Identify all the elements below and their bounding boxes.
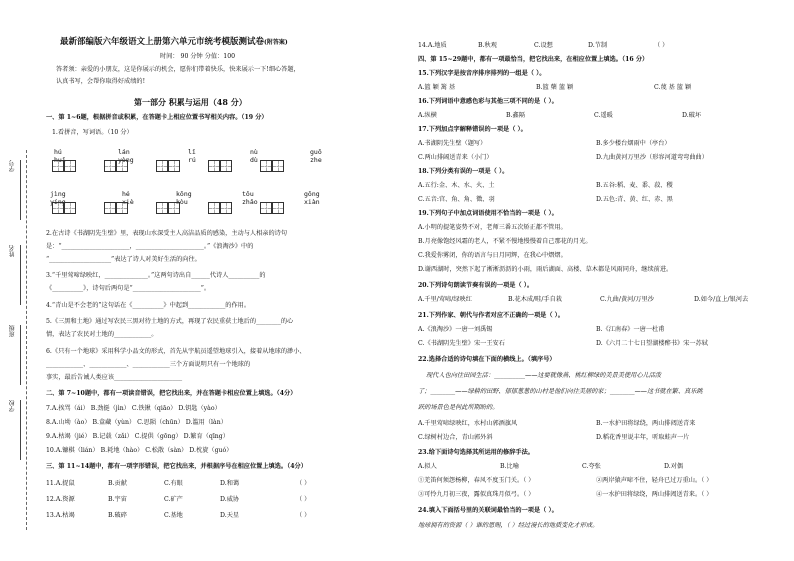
q4-text: 》中起到 xyxy=(163,302,189,309)
option: B.多少楼台烟雨中（亭台） xyxy=(596,140,671,147)
q3-text: 代诗人 xyxy=(209,272,229,279)
name-line xyxy=(20,245,21,305)
option: D.破坏 xyxy=(682,112,702,119)
q4-text: 的作用。 xyxy=(225,302,251,309)
q2-line3: “____________________”表达了诗人对美好生活的向往。 xyxy=(46,256,201,263)
school-line xyxy=(20,400,21,460)
write-cell[interactable] xyxy=(208,202,220,214)
class-line xyxy=(20,325,21,385)
q7: 7.A.挨骂（ái） B.劲挺（jìn） C.铁锹（qiāo） D.钥匙（yào） xyxy=(46,405,221,412)
option: B.《江南春》一唐一杜甫 xyxy=(596,326,665,333)
q23-item: ①羌笛何须怨杨柳，春风不度玉门关。（ ） xyxy=(418,477,535,484)
pinyin: hú huǐ xyxy=(54,148,66,164)
q5-text: 。 xyxy=(151,331,158,338)
option: A.千里/莺啼/绿映红 xyxy=(418,296,472,303)
option: C.设想 xyxy=(534,42,553,49)
q22-text: 现代人也向往田园生活： xyxy=(426,372,495,379)
q19-option-c: C.我爱你雾闭，你的语言与日月同辉，在我心中熠熠。 xyxy=(418,252,567,259)
section4-heading: 四、第 15~29题中，都有一项最恰当，把它找出来，在相应位置上填选。（16 分） xyxy=(418,56,649,63)
write-cell[interactable] xyxy=(168,160,180,172)
q17-text: 17.下列加点字解释错误的一项是（ ）。 xyxy=(418,126,527,133)
option: B.鑫隔 xyxy=(506,112,525,119)
option: B.秋观 xyxy=(478,42,497,49)
q20-text: 20.下列诗句朗读节奏有误的一项是（ ）。 xyxy=(418,282,534,289)
q22-passage-2: 了；________——绿耕的田野、郁郁葱葱的山村是他们向往美居的家；________——这书就在繁、真乐跳 xyxy=(418,388,703,395)
q5-text: 5.《三黑和土地》通过写农民三黑对待土地的方式，再现了农民重获土地后的 xyxy=(46,318,257,325)
write-cell[interactable] xyxy=(64,202,76,214)
option: C.九曲/黄河/万里沙 xyxy=(600,296,654,303)
write-cell[interactable] xyxy=(156,202,168,214)
option: D.如今/直上/银河去 xyxy=(694,296,749,303)
write-cell[interactable] xyxy=(52,202,64,214)
option: 11.A.捉鼠 xyxy=(46,480,75,487)
write-cell[interactable] xyxy=(260,202,272,214)
pinyin: jìng yíng xyxy=(50,190,66,206)
section2-heading: 二、第 7~10题中，都有一项读音错误，把它找出来，并在答题卡相应位置上填选。（4分） xyxy=(46,390,297,397)
write-cell[interactable] xyxy=(220,202,232,214)
q6-text: 、 xyxy=(83,361,90,368)
q19-option-b: B.月亮像饱经风霜的老人，不紧不慢地慢慢着自己那花的月光。 xyxy=(418,238,592,245)
option: C.夸张 xyxy=(582,463,601,470)
write-cell[interactable] xyxy=(104,202,116,214)
write-cell[interactable] xyxy=(104,160,116,172)
q22-passage-3: 跃的场景色是何此所期盼的。 xyxy=(418,404,499,411)
q3-line1: 3.“千里莺啼绿映红，______________。”这两句诗出自______代诗人__________的 xyxy=(46,272,266,279)
option: C.矿产 xyxy=(164,496,183,503)
option: B.花木成/畦/手自栽 xyxy=(508,296,562,303)
pinyin: lán yòng xyxy=(118,148,134,164)
pinyin: guō zhe xyxy=(310,148,322,164)
q5-line1: 5.《三黑和土地》通过写农民三黑对待土地的方式，再现了农民重获土地后的________的心 xyxy=(46,318,294,325)
q15-text: 15.下列汉字是按音序排序排列的一组是（ ）。 xyxy=(418,70,546,77)
option: C.绿树村边合，青山郭外斜 xyxy=(418,434,493,441)
write-cell[interactable] xyxy=(208,160,220,172)
q22-text: ——绿耕的田野、郁郁葱葱的山村是他们向往美居的家； xyxy=(455,388,610,395)
q3-text: 3.“千里莺啼绿映红， xyxy=(46,272,105,279)
option: A.《浪淘沙》一唐一刘禹锡 xyxy=(418,326,493,333)
q2-text: ， xyxy=(129,243,136,250)
option: B.篮 蘖 篮 颖 xyxy=(536,84,574,91)
answer-blank[interactable]: （ ） xyxy=(654,42,669,49)
q3-text: 》，诗句后两句是“ xyxy=(83,285,133,292)
option: D.对偶 xyxy=(664,463,684,470)
answer-blank[interactable]: （ ） xyxy=(296,480,311,487)
section3-heading: 三、第 11~14题中，都有一项字形错误，把它找出来，并根据序号在相应位置上填选。（4分） xyxy=(46,463,307,470)
q23-text: 23.给下面诗句选择其所运用的修辞手法。 xyxy=(418,449,534,456)
write-cell[interactable] xyxy=(272,202,284,214)
write-cell[interactable] xyxy=(156,160,168,172)
q6-text: 事实，最后告诫人类应该 xyxy=(46,374,115,381)
option: D.天星 xyxy=(220,512,240,519)
option: D.五色:青、黄、红、赤、黑 xyxy=(596,196,673,203)
option: C.基地 xyxy=(164,512,183,519)
q4-text: 4.“青山是不会老的”这句话在《 xyxy=(46,302,133,309)
answer-blank[interactable]: （ ） xyxy=(296,512,311,519)
q3-text: 的 xyxy=(259,272,266,279)
answer-blank[interactable]: （ ） xyxy=(296,496,311,503)
q2-text: “ xyxy=(46,256,50,263)
section1-heading: 一、第 1~6题，根据拼音或积累，在答题卡上相应位置书写相关内容。（19 分） xyxy=(46,114,268,121)
q2-text: 。”《浪淘沙》中的 xyxy=(203,243,254,250)
option: A.篮 颖 篱 基 xyxy=(418,84,456,91)
q3-text: 《 xyxy=(46,285,53,292)
q6-line3: 事实，最后告诫人类应该______________________ xyxy=(46,374,183,381)
q21-text: 21.下列作家、朝代与作者对应不正确的一项是（ ）。 xyxy=(418,312,564,319)
class-label: 班级 xyxy=(9,325,16,337)
q1-text: 1.看拼音，写词语。（10 分） xyxy=(52,129,133,136)
q4: 4.“青山是不会老的”这句话在《__________》中起到____________的作用。 xyxy=(46,302,251,309)
q2-text: 是：“ xyxy=(46,243,62,250)
option: A.拟人 xyxy=(418,463,437,470)
q22-text: ——这书就在繁、真乐跳 xyxy=(634,388,703,395)
option: 13.A.枯竭 xyxy=(46,512,75,519)
write-cell[interactable] xyxy=(260,160,272,172)
option: D.节制 xyxy=(588,42,608,49)
option: C.五音:宫、角、角、徵、羽 xyxy=(418,196,495,203)
option: D.和蔼 xyxy=(220,480,240,487)
title-note: (附答案) xyxy=(264,39,288,46)
page-title xyxy=(60,38,288,47)
pinyin: tǒu zhǎo xyxy=(242,190,258,206)
option: C.有眼 xyxy=(164,480,183,487)
option: C.蔑 基 篮 颖 xyxy=(654,84,692,91)
instructions-line2: 认真书写，会帮你取得好成绩的! xyxy=(56,78,146,85)
q19-option-a: A.小明的提笔姿势不对，老师三番五次矫正都不管用。 xyxy=(418,224,567,231)
q6-text: 三个方面说明只有一个地球的 xyxy=(169,361,251,368)
q5-text: 情，表达了农民对土地的 xyxy=(46,331,115,338)
option: B.贡献 xyxy=(108,480,127,487)
option: B.一水护田将绿绕，两山排闼送青来 xyxy=(596,420,696,427)
q3-line2: 《__________》，诗句后两句是“______________________”。 xyxy=(46,285,211,292)
q16-text: 16.下列词语中意感色彩与其他三项不同的是（ ）。 xyxy=(418,98,558,105)
option: B.比喻 xyxy=(500,463,519,470)
q23-item: ④一水护田将绿绕，两山排闼送青来。（ ） xyxy=(596,491,713,498)
write-cell[interactable] xyxy=(168,202,180,214)
part1-heading: 第一部分 积累与运用（48 分） xyxy=(134,97,247,107)
q24-text: 24.填入下面括号里的关联词最恰当的一项是（ ）。 xyxy=(418,507,558,514)
q10: 10.A.镰棋（lián） B.耗地（hào） C.松散（sàn） D.枕旋（guó） xyxy=(46,447,233,454)
write-cell[interactable] xyxy=(64,160,76,172)
q5-line2: 情，表达了农民对土地的____________。 xyxy=(46,331,158,338)
school-label: 学校 xyxy=(9,400,16,412)
write-cell[interactable] xyxy=(220,160,232,172)
q22-text: 22.选择合适的诗句填在下面的横线上。（填序号） xyxy=(418,356,556,363)
option: D.九曲黄河万里沙（形容河道弯弯曲曲） xyxy=(596,154,708,161)
q3-text: ”。 xyxy=(200,285,211,292)
q6-text: 、 xyxy=(126,361,133,368)
name-label: 姓名 xyxy=(9,245,16,257)
q19-option-d: D.谢西湖时，突然下起了淅淅沥沥的小雨，雨后湖面、高楼、草木都是风雨同舟，继续前进。 xyxy=(418,266,673,273)
option: D.《六月二十七日望湖楼醉书》宋一苏轼 xyxy=(596,340,708,347)
q22-passage-1: 现代人也向往田园生活：__________——这要就像燕、桃红柳绿的美景美使用心儿活泼 xyxy=(426,372,662,379)
option: B.宇宙 xyxy=(108,496,127,503)
write-cell[interactable] xyxy=(52,160,64,172)
pinyin: hé xiè xyxy=(122,190,134,206)
pinyin: kōng kòu xyxy=(176,190,192,206)
q2-text: ”表达了诗人对美好生活的向往。 xyxy=(111,256,201,263)
q2-line1: 2.在古诗《书湖阴先生壁》里，表现山水深受主人高洁品质的感染，主动与人相亲的诗句 xyxy=(46,230,288,237)
option: 14.A.地质 xyxy=(418,42,447,49)
q2-line2: 是：“______________________，______________________。”《浪淘沙》中的 xyxy=(46,243,254,250)
option: A.纵横 xyxy=(418,112,437,119)
title-text: 最新部编版六年级语文上册第六单元市统考模版测试卷 xyxy=(60,37,265,47)
option: A.千里莺啼绿映红，水村山郭酒旗风 xyxy=(418,420,518,427)
option: B.破碎 xyxy=(108,512,127,519)
pinyin: lǐ rú xyxy=(188,148,196,164)
q22-text: ——这要就像燕、桃红柳绿的美景美使用心儿活泼 xyxy=(525,372,662,379)
option: D.威协 xyxy=(220,496,240,503)
q23-item: ③可怜九月初三夜，露似真珠月似弓。（ ） xyxy=(418,491,535,498)
write-cell[interactable] xyxy=(116,160,128,172)
instructions-line1: 答者须：亲爱的小朋友，这是你展示的机会，愿你们带着快乐，快来展示一下!细心答题， xyxy=(56,66,300,73)
option: D.稻花香里说丰年，听取蛙声一片 xyxy=(596,434,690,441)
q19-text: 19.下列句子中加点词语使用不恰当的一项是（ ）。 xyxy=(418,210,558,217)
q22-text: 了； xyxy=(418,388,431,395)
q18-text: 18.下列分类有误的一项是（ ）。 xyxy=(418,168,509,175)
q3-text: 。”这两句诗出自 xyxy=(147,272,192,279)
option: C.《书湖阴先生壁》宋一王安石 xyxy=(418,340,505,347)
option: A.五行:金、木、水、火、土 xyxy=(418,182,495,189)
write-cell[interactable] xyxy=(116,202,128,214)
pinyin: gōng xiàn xyxy=(304,190,320,206)
fold-line xyxy=(26,150,27,530)
q24-line: 地球拥有的资源（ ）谁的恩赐，（ ）经过漫长的地质变化才形成。 xyxy=(418,522,599,529)
q9: 9.A.枯竭（jié） B.记载（zǎi） C.提供（gōng） D.繁育（qīng） xyxy=(46,433,229,440)
option: A.书湖阴先生壁（题写） xyxy=(418,140,487,147)
student-id-line xyxy=(20,160,21,220)
q23-item: ②两岸猿声啼不住，轻舟已过万重山。（ ） xyxy=(596,477,713,484)
option: 12.A.资源 xyxy=(46,496,75,503)
writing-grid-row-2 xyxy=(52,202,284,214)
q8: 8.A.山坳（ào） B.盒藏（yùn） C.思陨（chūn） D.滥用（làn） xyxy=(46,419,227,426)
q6-line1: 6.《只有一个地球》采用科学小品文的形式，首先从宇航员遥望地球引入，接着从地球的渺小、 xyxy=(46,348,306,355)
option: C.两山排阔送青来（小门） xyxy=(418,154,493,161)
exam-meta: 时间： 90 分钟 分值：100 xyxy=(160,53,236,60)
option: C.遥暖 xyxy=(594,112,613,119)
binding-margin xyxy=(0,0,44,561)
write-cell[interactable] xyxy=(272,160,284,172)
option: B.五谷:稻、麦、黍、菽、稷 xyxy=(596,182,673,189)
q6-line2: ____________、____________、____________三个方面说明只有一个地球的 xyxy=(46,361,251,368)
pinyin: nù dù xyxy=(250,148,258,164)
writing-grid-row-1 xyxy=(52,160,284,172)
student-id-label: 学号 xyxy=(9,160,16,172)
q5-text: 的心 xyxy=(280,318,294,325)
